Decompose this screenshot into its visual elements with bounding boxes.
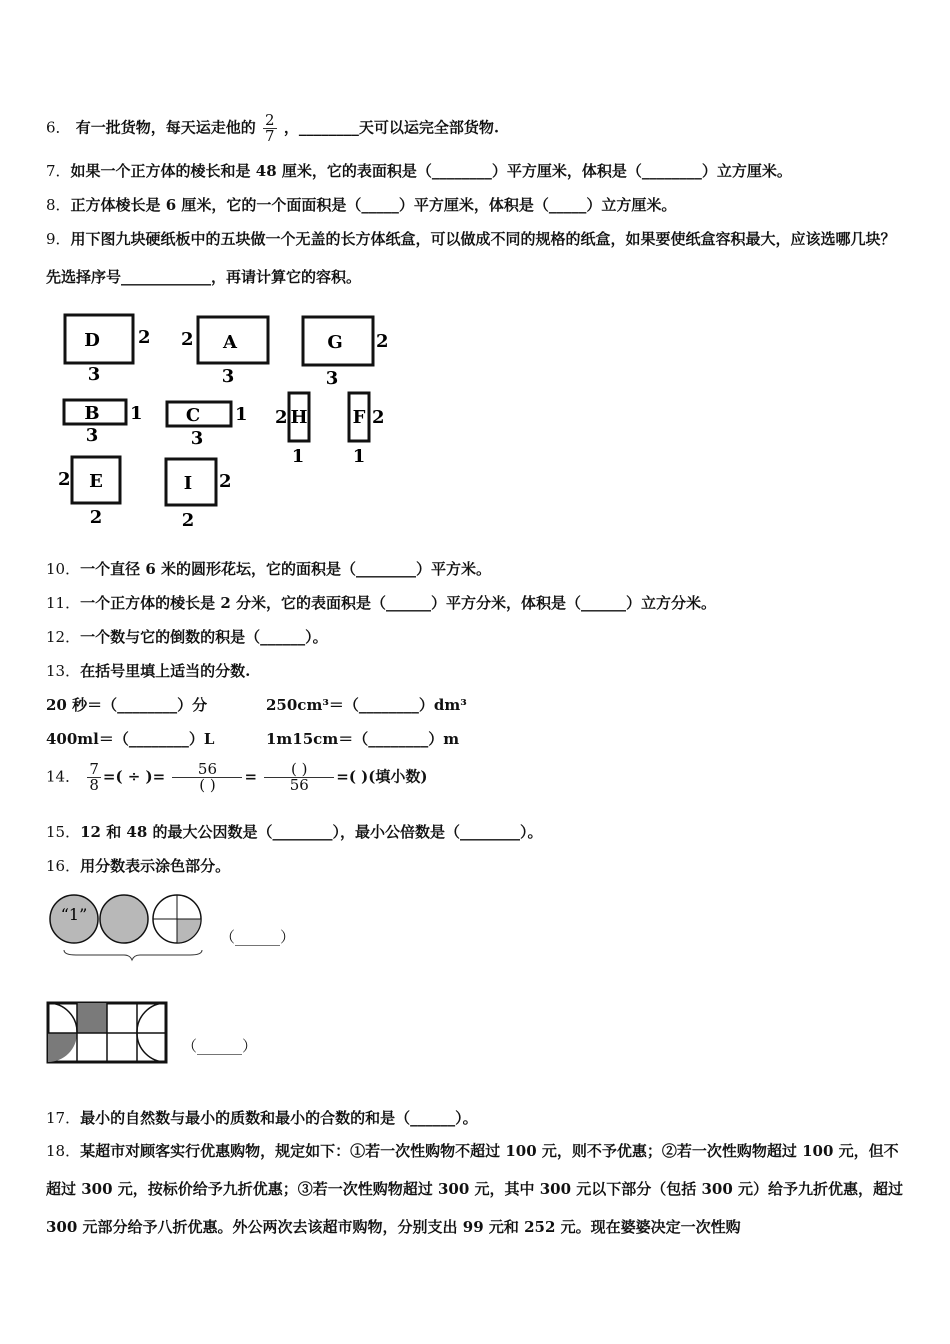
cardboard-pieces-figure (50, 305, 410, 540)
svg-text:2: 2 (219, 471, 232, 492)
svg-text:F: F (352, 407, 366, 428)
board-I (166, 459, 232, 531)
svg-text:3: 3 (87, 364, 101, 385)
question-11 (46, 593, 716, 613)
question-16 (46, 856, 230, 876)
question-number: 18． (46, 1142, 81, 1160)
question-14 (46, 762, 427, 793)
board-B (64, 400, 143, 446)
question-text: 如果一个正方体的棱长和是 48 厘米，它的表面积是（________）平方厘米，体积是（________）立方厘米。 (70, 162, 792, 180)
board-H (275, 393, 309, 467)
question-number: 7． (46, 162, 71, 180)
answer-blank-1: （______） (220, 928, 296, 946)
svg-text:1: 1 (352, 446, 366, 467)
fraction-numerator: 2 (265, 111, 275, 129)
equals-sign: = (244, 767, 258, 786)
question-number: 15． (46, 823, 81, 841)
question-number: 17． (46, 1109, 81, 1127)
fraction-denominator: ( ) (199, 776, 216, 794)
quarter-circle (153, 895, 201, 943)
question-text: 用下图九块硬纸板中的五块做一个无盖的长方体纸盒，可以做成不同的规格的纸盒，如果要使纸盒容积最大，应该选哪几块？先选择序号____________，再请计算它的容积。 (46, 230, 896, 286)
question-text: 最小的自然数与最小的质数和最小的合数的和是（______）。 (80, 1109, 478, 1127)
svg-text:2: 2 (138, 327, 151, 348)
question-text: 有一批货物，每天运走他的 (75, 118, 256, 137)
fraction-numerator: 7 (89, 760, 99, 778)
fraction-two-sevenths (263, 113, 277, 144)
svg-text:3: 3 (85, 425, 99, 446)
fraction-seven-eighths (87, 762, 101, 793)
question-number: 10． (46, 560, 81, 578)
svg-text:I: I (183, 473, 193, 494)
question-number: 8． (46, 196, 71, 214)
question-13 (46, 661, 250, 681)
board-E (58, 457, 120, 528)
answer-blank-2: （______） (182, 1037, 258, 1055)
division-blank: =( ÷ )= (102, 767, 166, 786)
svg-text:3: 3 (221, 366, 235, 387)
question-number: 12． (46, 628, 81, 646)
question-text: 在括号里填上适当的分数. (80, 662, 251, 680)
question-15 (46, 822, 543, 842)
svg-text:B: B (84, 403, 100, 424)
svg-text:C: C (185, 405, 201, 426)
question-6 (46, 113, 499, 144)
question-text: 某超市对顾客实行优惠购物，规定如下：①若一次性购物不超过 100 元，则不予优惠；②若一次性购物超过 100 元，但不超过 300 元，按标价给予九折优惠；③若一次性购物超过 300 元，其中 300 元以下部分（包括 300 元）给予九折优惠，超过 300 元部分给予八折优惠。外公两次去该超市购物，分别支出 99 元和 252 元。现在婆婆决定一次性购 (46, 1142, 904, 1236)
q13-row-2-left: 400ml＝（________）L (46, 730, 215, 748)
shaded-square (77, 1003, 107, 1033)
svg-text:2: 2 (58, 469, 71, 490)
question-text-tail: ，________天可以运完全部货物. (283, 118, 500, 137)
svg-text:3: 3 (325, 368, 339, 389)
question-17 (46, 1108, 478, 1128)
question-number: 16． (46, 857, 81, 875)
svg-text:A: A (223, 332, 237, 353)
decimal-blank: =( )(填小数) (336, 767, 428, 786)
svg-text:1: 1 (235, 404, 248, 425)
question-number: 9． (46, 230, 71, 248)
question-text: 一个直径 6 米的圆形花坛，它的面积是（________）平方米。 (80, 560, 491, 578)
circles-figure (46, 892, 216, 962)
question-number: 11． (46, 594, 81, 612)
q13-row-1-left: 20 秒＝（________）分 (46, 696, 208, 714)
q13-row-2-right: 1m15cm＝（________）m (266, 730, 460, 748)
fraction-numerator: 56 (172, 762, 242, 778)
question-text: 一个数与它的倒数的积是（______）。 (80, 628, 328, 646)
svg-text:2: 2 (376, 331, 389, 352)
svg-text:E: E (89, 471, 103, 492)
brace (64, 950, 202, 960)
board-C (167, 402, 248, 449)
question-text: 12 和 48 的最大公因数是（________），最小公倍数是（________）。 (80, 823, 543, 841)
fraction-numerator: ( ) (264, 762, 334, 778)
question-8 (46, 195, 676, 215)
fraction-denominator: 8 (89, 776, 99, 794)
question-10 (46, 559, 491, 579)
fraction-denominator: 7 (265, 127, 275, 145)
svg-text:G: G (327, 332, 343, 353)
svg-text:1: 1 (291, 446, 305, 467)
svg-text:2: 2 (181, 510, 195, 531)
fraction-denominator: 56 (289, 776, 309, 794)
board-D (65, 315, 151, 385)
whole-circle-2 (100, 895, 148, 943)
svg-text:H: H (290, 407, 308, 428)
svg-text:D: D (84, 330, 100, 351)
fraction-blank-over-56 (264, 762, 334, 793)
question-number: 14． (46, 767, 81, 786)
question-number: 13． (46, 662, 81, 680)
question-9 (46, 220, 906, 296)
question-text: 正方体棱长是 6 厘米，它的一个面面积是（_____）平方厘米，体积是（_____）立方厘米。 (70, 196, 677, 214)
question-text: 一个正方体的棱长是 2 分米，它的表面积是（______）平方分米，体积是（______）立方分米。 (80, 594, 716, 612)
rectangle-figure (46, 1000, 172, 1066)
svg-text:1: 1 (130, 403, 143, 424)
fraction-56-over-blank (172, 762, 242, 793)
question-number: 6． (46, 118, 71, 137)
board-G (303, 317, 389, 389)
svg-text:2: 2 (275, 407, 288, 428)
q13-row-1-right: 250cm³＝（________）dm³ (266, 696, 467, 714)
svg-text:2: 2 (372, 407, 385, 428)
board-A (181, 317, 268, 387)
question-18 (46, 1132, 908, 1246)
svg-text:2: 2 (89, 507, 103, 528)
question-7 (46, 161, 792, 181)
circle-label: “1” (60, 905, 88, 924)
question-12 (46, 627, 328, 647)
svg-text:2: 2 (181, 329, 194, 350)
board-F (349, 393, 385, 467)
svg-text:3: 3 (190, 428, 204, 449)
question-text: 用分数表示涂色部分。 (80, 857, 231, 875)
